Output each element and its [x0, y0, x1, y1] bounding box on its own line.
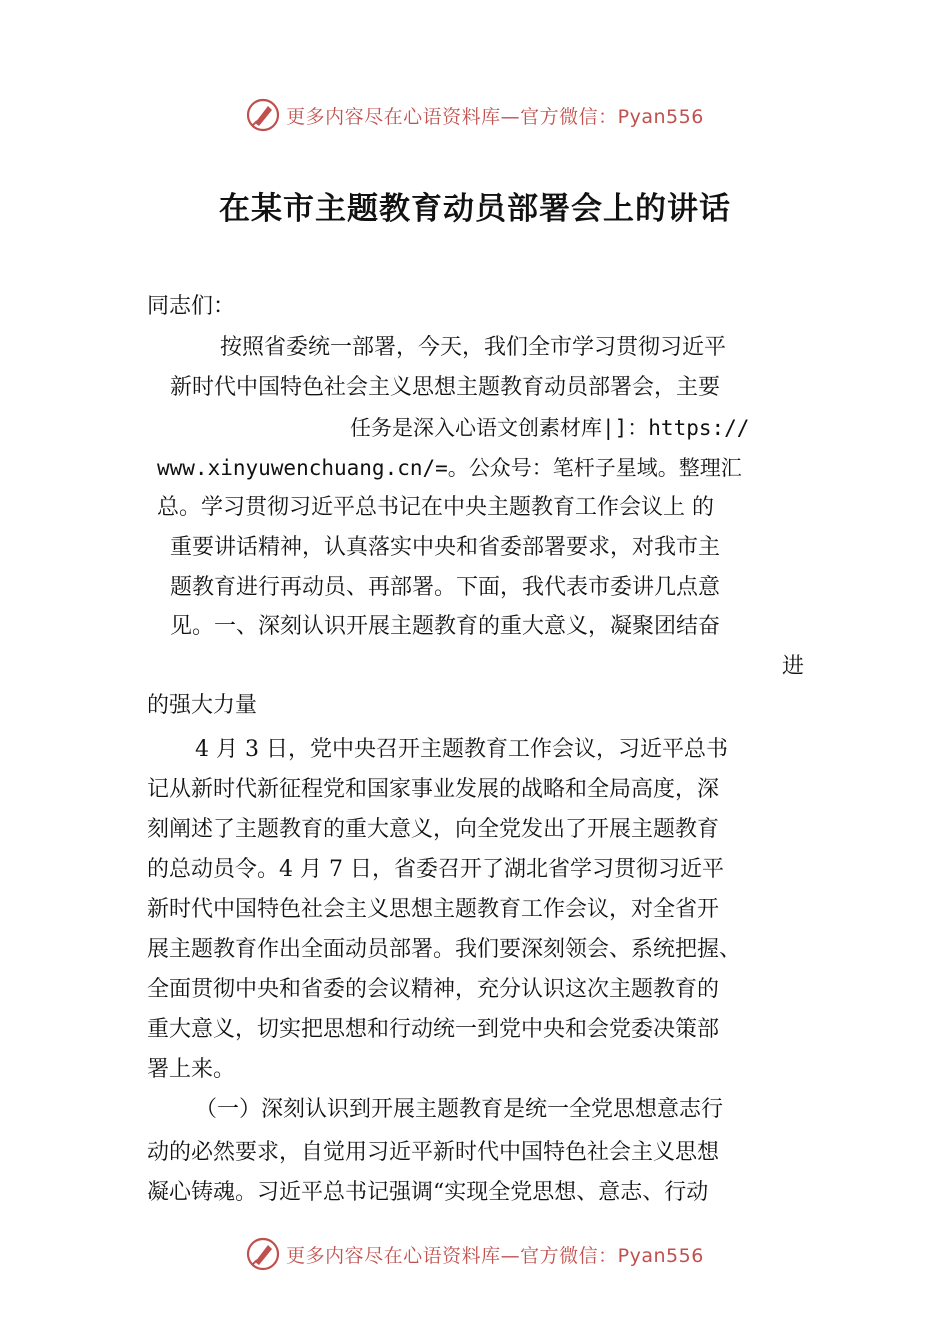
paragraph-line: 4 月 3 日，党中央召开主题教育工作会议，习近平总书 [195, 737, 728, 762]
header-watermark-banner [0, 95, 950, 135]
paragraph-line: www.xinyuwenchuang.cn/=。公众号：笔杆子星域。整理汇 [157, 456, 742, 480]
paragraph-line: 总。学习贯彻习近平总书记在中央主题教育工作会议上 的 [157, 495, 714, 520]
paragraph-line: 题教育进行再动员、再部署。下面，我代表市委讲几点意 [170, 575, 721, 600]
paragraph-line: 全面贯彻中央和省委的会议精神，充分认识这次主题教育的 [147, 977, 720, 1002]
header-watermark-text: 更多内容尽在心语资料库—官方微信：Pyan556 [286, 105, 704, 128]
paragraph-line: 展主题教育作出全面动员部署。我们要深刻领会、系统把握、 [147, 937, 742, 962]
paragraph-line: 记从新时代新征程党和国家事业发展的战略和全局高度，深 [147, 777, 720, 802]
paragraph-line: 见。一、深刻认识开展主题教育的重大意义，凝聚团结奋 [170, 614, 721, 639]
pen-nib-logo-icon [246, 98, 280, 132]
section-heading-tail: 的强大力量 [147, 693, 258, 718]
salutation: 同志们： [147, 294, 236, 319]
paragraph-line: 署上来。 [147, 1057, 236, 1082]
paragraph-line: 动的必然要求，自觉用习近平新时代中国特色社会主义思想 [147, 1140, 720, 1165]
paragraph-line: 任务是深入心语文创素材库|]：https:// [350, 416, 750, 440]
paragraph-line: （一）深刻认识到开展主题教育是统一全党思想意志行 [195, 1097, 724, 1122]
paragraph-line: 按照省委统一部署，今天，我们全市学习贯彻习近平 [220, 335, 727, 360]
paragraph-line: 新时代中国特色社会主义思想主题教育工作会议，对全省开 [147, 897, 720, 922]
footer-watermark-text: 更多内容尽在心语资料库—官方微信：Pyan556 [286, 1244, 704, 1267]
paragraph-line: 重大意义，切实把思想和行动统一到党中央和会党委决策部 [147, 1017, 720, 1042]
paragraph-line: 凝心铸魂。习近平总书记强调“实现全党思想、意志、行动 [147, 1180, 709, 1205]
footer-watermark-banner [0, 1234, 950, 1274]
document-title: 在某市主题教育动员部署会上的讲话 [219, 191, 731, 227]
paragraph-line: 进 [782, 654, 805, 679]
paragraph-line: 新时代中国特色社会主义思想主题教育动员部署会，主要 [170, 375, 721, 400]
paragraph-line: 的总动员令。4 月 7 日，省委召开了湖北省学习贯彻习近平 [147, 857, 724, 882]
paragraph-line: 重要讲话精神，认真落实中央和省委部署要求，对我市主 [170, 535, 721, 560]
pen-nib-logo-icon [246, 1237, 280, 1271]
paragraph-line: 刻阐述了主题教育的重大意义，向全党发出了开展主题教育 [147, 817, 720, 842]
